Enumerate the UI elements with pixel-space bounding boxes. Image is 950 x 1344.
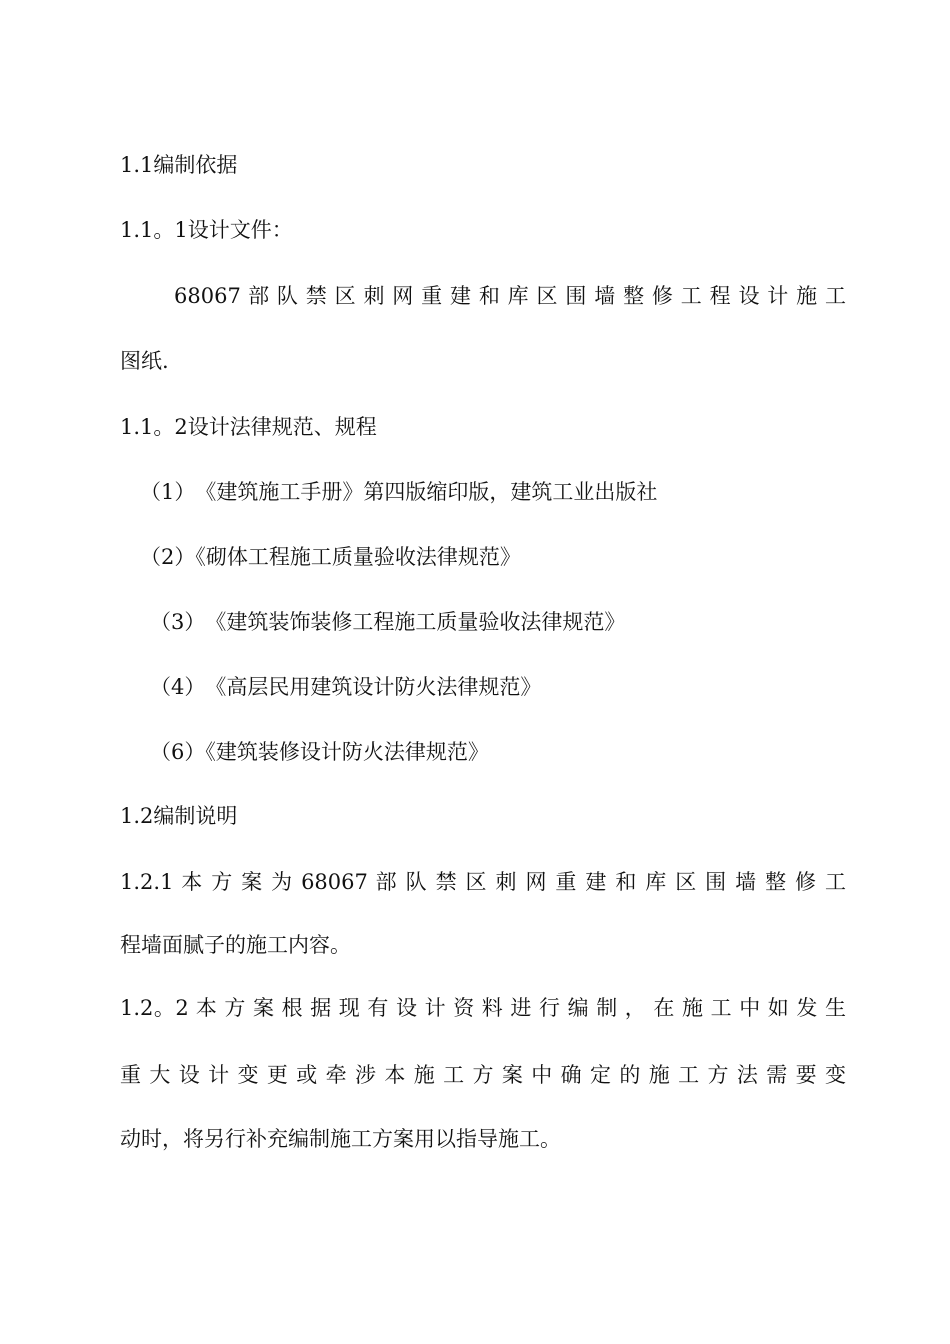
section-heading-1-1: 1.1编制依据: [120, 153, 238, 177]
paragraph-line: 1.2.1 本 方 案 为 68067 部 队 禁 区 刺 网 重 建 和 库 区 围 墙 整 修 工: [120, 870, 846, 894]
section-heading-1-1-2: 1.1。2设计法律规范、规程: [120, 415, 377, 439]
section-heading-1-1-1: 1.1。1设计文件：: [120, 218, 293, 242]
reference-item: （3） 《建筑装饰装修工程施工质量验收法律规范》: [150, 610, 626, 634]
paragraph-line: 68067 部 队 禁 区 刺 网 重 建 和 库 区 围 墙 整 修 工 程 设 计 施 工: [174, 284, 846, 308]
section-heading-1-2: 1.2编制说明: [120, 804, 238, 828]
paragraph-line: 重 大 设 计 变 更 或 牵 涉 本 施 工 方 案 中 确 定 的 施 工 方 法 需 要 变: [120, 1063, 846, 1087]
reference-item: （6）《建筑装修设计防火法律规范》: [150, 740, 489, 764]
reference-item: （4） 《高层民用建筑设计防火法律规范》: [150, 675, 542, 699]
paragraph-line: 1.2。2 本 方 案 根 据 现 有 设 计 资 料 进 行 编 制 ， 在 施 工 中 如 发 生: [120, 996, 846, 1020]
paragraph-line: 图纸.: [120, 349, 169, 373]
reference-item: （2）《砌体工程施工质量验收法律规范》: [140, 545, 521, 569]
paragraph-line: 动时，将另行补充编制施工方案用以指导施工。: [120, 1127, 561, 1151]
paragraph-line: 程墙面腻子的施工内容。: [120, 933, 351, 957]
reference-item: （1） 《建筑施工手册》第四版缩印版，建筑工业出版社: [140, 480, 658, 504]
